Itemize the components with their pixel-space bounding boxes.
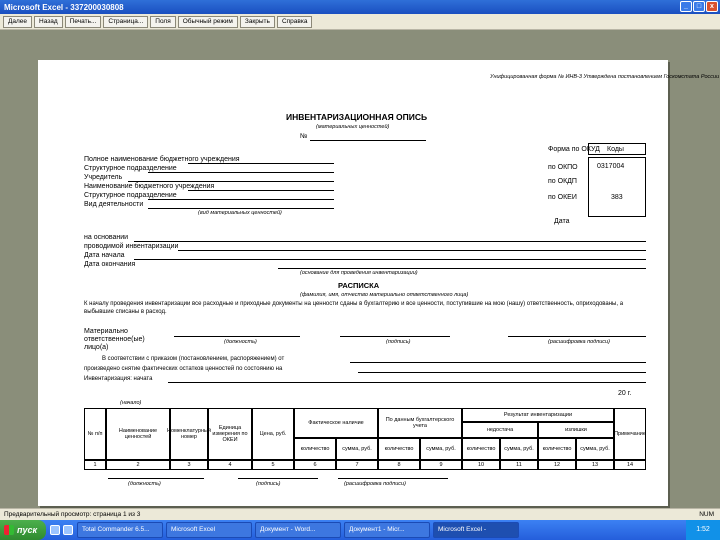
basis-line-label: на основании — [84, 234, 129, 241]
org-line-label: Полное наименование бюджетного учреждения — [84, 156, 240, 163]
year-label: 20 г. — [618, 390, 632, 397]
inv-snapshot-text: произведено снятие фактических остатков ценностей по состоянию на — [84, 366, 283, 372]
resp-signature-line — [508, 336, 646, 337]
window-title-bar — [0, 0, 720, 14]
quick-launch — [50, 525, 73, 535]
bottom-signature-line — [108, 478, 204, 479]
org-line-label: Наименование бюджетного учреждения — [84, 183, 215, 190]
th-fact-qty: количество — [294, 438, 336, 460]
codes-col-label: Коды — [607, 146, 624, 153]
taskbar-item[interactable]: Total Commander 6.5... — [77, 522, 163, 538]
org-line-field — [128, 181, 334, 182]
th-price: Цена, руб. — [252, 408, 294, 460]
status-bar — [0, 508, 720, 520]
start-label: пуск — [17, 525, 38, 535]
window-controls — [680, 1, 718, 12]
org-line-field — [148, 208, 334, 209]
bottom-caption-position: (должность) — [128, 481, 161, 487]
basis-line-field — [134, 241, 646, 242]
th-no: № п/п — [84, 408, 106, 460]
normal-view-button[interactable]: Обычный режим — [178, 16, 238, 28]
receipt-caption: (фамилия, имя, отчество материально ответственного лица) — [300, 292, 469, 298]
th-num-12: 12 — [538, 460, 576, 470]
th-num-3: 3 — [170, 460, 208, 470]
status-text: Предварительный просмотр: страница 1 из 3 — [4, 511, 141, 518]
org-line-field — [188, 190, 334, 191]
bottom-caption-name: (расшифровка подписи) — [344, 481, 406, 487]
doc-number-line — [310, 140, 426, 141]
th-num-11: 11 — [500, 460, 538, 470]
inv-snapshot-line — [358, 372, 646, 373]
doc-number-label: № — [300, 133, 308, 140]
bottom-caption-signature: (подпись) — [256, 481, 281, 487]
print-button[interactable]: Печать... — [65, 16, 102, 28]
codes-header: Форма по ОКУД — [548, 146, 600, 153]
th-short-sum: сумма, руб. — [500, 438, 538, 460]
basis-line-label: Дата начала — [84, 252, 125, 259]
th-result: Результат инвентаризации — [462, 408, 614, 422]
basis-caption: (основание для проведения инвентаризации) — [300, 270, 418, 276]
th-num-13: 13 — [576, 460, 614, 470]
th-fact-sum: сумма, руб. — [336, 438, 378, 460]
preview-page — [38, 60, 720, 506]
bottom-signature-line — [338, 478, 448, 479]
th-note: Примечание — [614, 408, 646, 460]
th-num-5: 5 — [252, 460, 294, 470]
org-line-label: Структурное подразделение — [84, 165, 177, 172]
codes-values-box — [588, 157, 646, 217]
resp-signature-line — [174, 336, 300, 337]
basis-line-field — [134, 259, 646, 260]
th-buh-sum: сумма, руб. — [420, 438, 462, 460]
org-caption: (вид материальных ценностей) — [198, 210, 282, 216]
org-line-field — [188, 163, 334, 164]
prev-page-button[interactable]: Назад — [34, 16, 63, 28]
th-num-9: 9 — [420, 460, 462, 470]
inv-started-line — [168, 382, 646, 383]
basis-line-label: Дата окончания — [84, 261, 136, 268]
okpo-label: по ОКПО — [548, 164, 578, 171]
doc-title: ИНВЕНТАРИЗАЦИОННАЯ ОПИСЬ — [286, 112, 428, 122]
org-line-label: Учредитель — [84, 174, 123, 181]
window-title: Microsoft Excel - 337200030808 — [4, 2, 124, 12]
date-label: Дата — [554, 218, 570, 225]
org-line-field — [148, 199, 334, 200]
form-note: Унифицированная форма № ИНВ-3 Утверждена постановлением Госкомстата России — [490, 74, 720, 80]
receipt-text: К началу проведения инвентаризации все расходные и приходные документы на ценности сданы в бухгалтерию и все ценности, поступившие на мою (нашу) ответственность, оприходованы, а выбывшие списаны в расход. — [84, 301, 624, 315]
browser-icon[interactable] — [63, 525, 73, 535]
next-page-button[interactable]: Далее — [3, 16, 32, 28]
close-button[interactable]: x — [706, 1, 718, 12]
th-num-14: 14 — [614, 460, 646, 470]
th-buh: По данным бухгалтерского учета — [378, 408, 462, 438]
resp-person-label: Материально ответственное(ые) лицо(а) — [84, 328, 145, 351]
th-num-6: 6 — [294, 460, 336, 470]
resp-caption-position: (должность) — [224, 339, 257, 345]
inv-order-line — [350, 362, 646, 363]
th-unit: Единица измерения по ОКЕИ — [208, 408, 252, 460]
system-tray — [686, 520, 720, 540]
th-num-4: 4 — [208, 460, 252, 470]
th-num-8: 8 — [378, 460, 420, 470]
th-inventory-no: Номенклатурный номер — [170, 408, 208, 460]
minimize-button[interactable]: _ — [680, 1, 692, 12]
receipt-title: РАСПИСКА — [338, 281, 380, 290]
org-line-field — [148, 172, 334, 173]
th-short-qty: количество — [462, 438, 500, 460]
th-surplus-sum: сумма, руб. — [576, 438, 614, 460]
resp-signature-line — [340, 336, 450, 337]
doc-subtitle: (материальных ценностей) — [316, 124, 390, 130]
okdp-label: по ОКДП — [548, 178, 577, 185]
code-okud-value: 0317004 — [597, 163, 625, 170]
basis-line-label: проводимой инвентаризации — [84, 243, 179, 250]
maximize-button[interactable]: □ — [693, 1, 705, 12]
codes-col-box — [588, 143, 646, 155]
desktop-icon[interactable] — [50, 525, 60, 535]
th-num-1: 1 — [84, 460, 106, 470]
th-fact: Фактическое наличие — [294, 408, 378, 438]
org-line-label: Структурное подразделение — [84, 192, 177, 199]
close-preview-button[interactable]: Закрыть — [240, 16, 275, 28]
taskbar-item-active[interactable]: Microsoft Excel - — [433, 522, 519, 538]
th-surplus: излишки — [538, 422, 614, 438]
th-num-2: 2 — [106, 460, 170, 470]
resp-caption-name: (расшифровка подписи) — [548, 339, 610, 345]
th-num-10: 10 — [462, 460, 500, 470]
okei-label: по ОКЕИ — [548, 194, 577, 201]
clock: 1:52 — [696, 526, 710, 533]
preview-viewport[interactable] — [0, 30, 720, 508]
page-setup-button[interactable]: Страница... — [103, 16, 148, 28]
taskbar-item[interactable]: Документ - Word... — [255, 522, 341, 538]
status-indicator: NUM — [699, 511, 714, 518]
th-shortage: недостача — [462, 422, 538, 438]
inv-order-text: В соответствии с приказом (постановлением, распоряжением) от — [102, 356, 285, 362]
start-button[interactable] — [0, 520, 46, 540]
resp-caption-signature: (подпись) — [386, 339, 411, 345]
taskbar — [0, 520, 720, 540]
bottom-signature-line — [238, 478, 318, 479]
code-okei-value: 383 — [611, 194, 623, 201]
th-surplus-qty: количество — [538, 438, 576, 460]
basis-line-field — [178, 250, 646, 251]
taskbar-item[interactable]: Документ1 - Micr... — [344, 522, 430, 538]
margins-button[interactable]: Поля — [150, 16, 175, 28]
taskbar-item[interactable]: Microsoft Excel — [166, 522, 252, 538]
th-buh-qty: количество — [378, 438, 420, 460]
help-button[interactable]: Справка — [277, 16, 313, 28]
org-line-label: Вид деятельности — [84, 201, 144, 208]
th-num-7: 7 — [336, 460, 378, 470]
th-name: Наименование ценностей — [106, 408, 170, 460]
basis-line-field — [278, 268, 646, 269]
preview-toolbar — [0, 14, 720, 30]
table-hint: (начало) — [120, 400, 142, 406]
windows-logo-icon — [4, 525, 14, 535]
inv-started-text: Инвентаризация: начата — [84, 376, 153, 382]
